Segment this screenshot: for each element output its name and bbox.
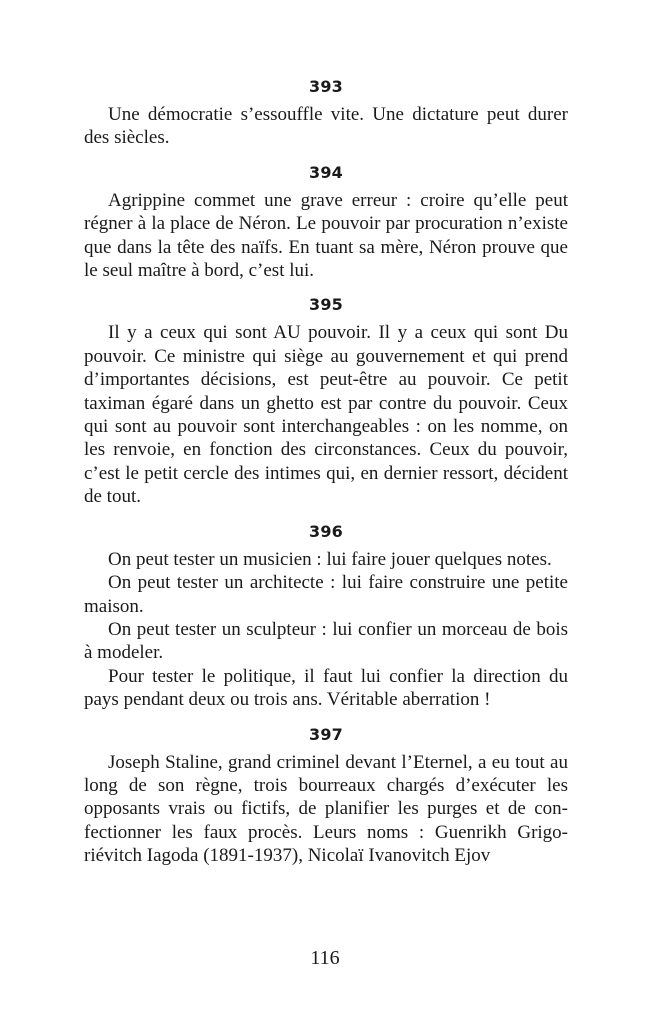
paragraph: Joseph Staline, grand criminel devant l’Eternel, a eu tout au long de son règne, trois bourreaux chargés d’exécuter les opposants vrais ou fictifs, de planifier les purges et de confectionner les faux procès. Leurs noms : Guenrikh Grigoriévitch Iagoda (1891-1937), Nicolaï Ivanovitch Ejov	[84, 751, 568, 867]
paragraph: Pour tester le politique, il faut lui confier la direction du pays pendant deux ou trois ans. Véritable aberration !	[84, 665, 568, 711]
section-number: 397	[309, 724, 343, 744]
section-396	[84, 521, 568, 712]
book-page	[84, 76, 568, 880]
paragraph: Agrippine commet une grave erreur : croire qu’elle peut régner à la place de Néron. Le pouvoir par procuration n’existe que dans la tête des naïfs. En tuant sa mère, Néron prouve que le seul maître à bord, c’est lui.	[84, 189, 568, 282]
section-395	[84, 294, 568, 508]
section-number: 393	[309, 77, 343, 96]
section-397	[84, 724, 568, 868]
paragraph: Il y a ceux qui sont AU pouvoir. Il y a ceux qui sont Du pouvoir. Ce ministre qui siège au gouvernement et qui prend d’importantes décisions, est peut-être au pouvoir. Ce petit taximan égaré dans un ghetto est par contre du pouvoir. Ceux qui sont au pouvoir sont interchangeables : on les nomme, on les renvoie, en fonction des circonstances. Ceux du pouvoir, c’est le petit cercle des intimes qui, en dernier ressort, décident de tout.	[84, 322, 568, 508]
page-number: 116	[310, 947, 340, 969]
section-number: 396	[309, 521, 343, 541]
paragraph: On peut tester un architecte : lui faire construire une petite maison.	[84, 572, 568, 617]
section-number: 395	[309, 295, 343, 315]
section-393	[84, 76, 568, 150]
paragraph: On peut tester un musicien : lui faire jouer quelques notes.	[108, 548, 552, 570]
section-number: 394	[309, 162, 343, 182]
paragraph: On peut tester un sculpteur : lui confier un morceau de bois à modeler.	[84, 618, 568, 664]
section-394	[84, 162, 568, 283]
paragraph: Une démocratie s’essouffle vite. Une dictature peut durer des siècles.	[84, 104, 568, 149]
